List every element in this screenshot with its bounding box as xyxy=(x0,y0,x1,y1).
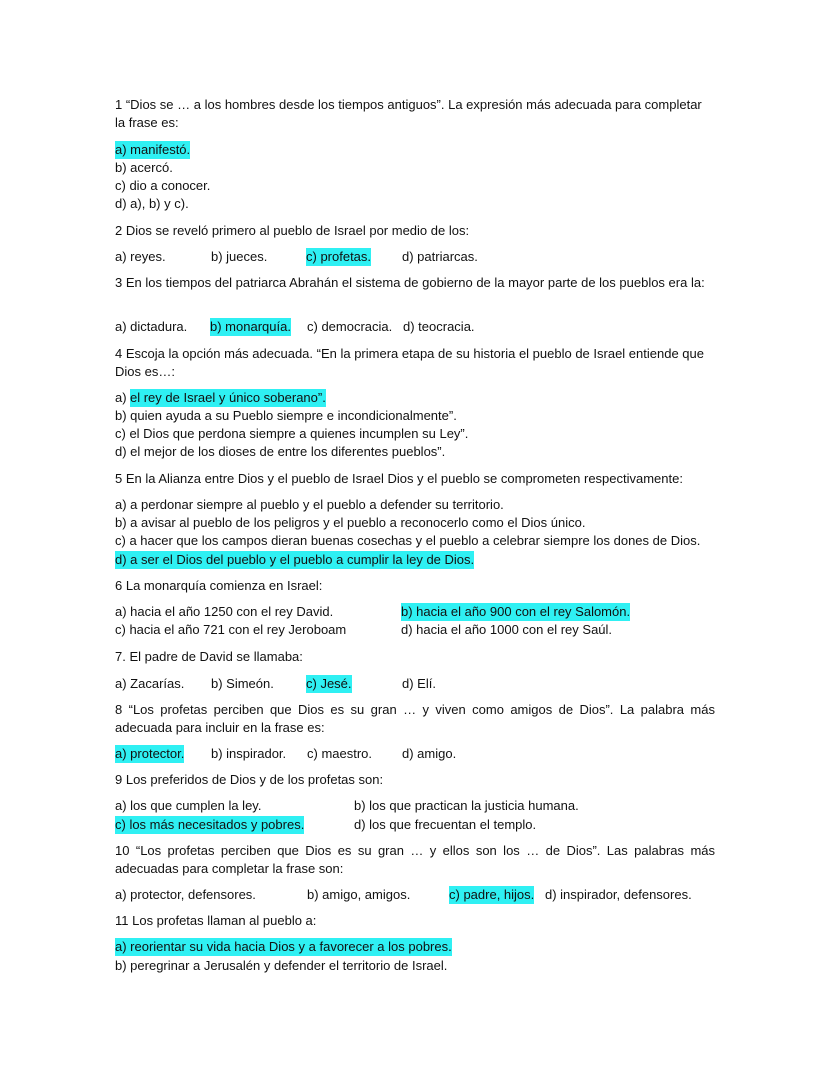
q2-option-d: d) patriarcas. xyxy=(402,249,478,264)
q7-option-a: a) Zacarías. xyxy=(115,676,185,691)
question-9-stem: 9 Los preferidos de Dios y de los profetas son: xyxy=(115,772,384,787)
q7-option-b: b) Simeón. xyxy=(211,676,274,691)
q11-option-a: a) reorientar su vida hacia Dios y a favorecer a los pobres. xyxy=(115,939,452,954)
question-9 xyxy=(115,771,715,789)
q4-option-d: d) el mejor de los dioses de entre los diferentes pueblos”. xyxy=(115,444,446,459)
question-4-stem: 4 Escoja la opción más adecuada. “En la primera etapa de su historia el pueblo de Israel entiende que Dios es…: xyxy=(115,346,704,379)
question-1-stem: 1 “Dios se … a los hombres desde los tiempos antiguos”. La expresión más adecuada para completar la frase es: xyxy=(115,97,702,130)
question-11 xyxy=(115,912,715,930)
q9-option-d: d) los que frecuentan el templo. xyxy=(354,817,537,832)
q5-option-d: d) a ser el Dios del pueblo y el pueblo a cumplir la ley de Dios. xyxy=(115,552,475,567)
q8-option-d: d) amigo. xyxy=(402,746,457,761)
q3-option-b: b) monarquía. xyxy=(210,319,291,334)
q3-option-a: a) dictadura. xyxy=(115,319,188,334)
q10-option-d: d) inspirador, defensores. xyxy=(545,887,692,902)
q8-option-b: b) inspirador. xyxy=(211,746,287,761)
q5-option-b: b) a avisar al pueblo de los peligros y el pueblo a reconocerlo como el Dios único. xyxy=(115,515,586,530)
q4-option-c: c) el Dios que perdona siempre a quienes incumplen su Ley”. xyxy=(115,426,469,441)
question-6 xyxy=(115,577,715,595)
question-8-stem: 8 “Los profetas perciben que Dios es su gran … y viven como amigos de Dios”. La palabra más adecuada para incluir en la frase es: xyxy=(115,702,715,735)
q8-option-a: a) protector. xyxy=(115,746,185,761)
q9-option-b: b) los que practican la justicia humana. xyxy=(354,798,579,813)
q3-option-c: c) democracia. xyxy=(307,319,393,334)
q10-option-c: c) padre, hijos. xyxy=(449,887,535,902)
q9-option-c: c) los más necesitados y pobres. xyxy=(115,817,305,832)
question-3 xyxy=(115,274,715,292)
q1-option-a: a) manifestó. xyxy=(115,142,191,157)
q1-option-b: b) acercó. xyxy=(115,160,173,175)
q7-option-c: c) Jesé. xyxy=(306,676,352,691)
q10-option-b: b) amigo, amigos. xyxy=(307,887,411,902)
question-8 xyxy=(115,701,715,737)
q9-option-a: a) los que cumplen la ley. xyxy=(115,798,262,813)
q5-option-c: c) a hacer que los campos dieran buenas cosechas y el pueblo a celebrar siempre los dones de Dios. xyxy=(115,533,701,548)
question-5-stem: 5 En la Alianza entre Dios y el pueblo de Israel Dios y el pueblo se comprometen respectivamente: xyxy=(115,471,683,486)
q4-option-b: b) quien ayuda a su Pueblo siempre e incondicionalmente”. xyxy=(115,408,457,423)
q8-option-c: c) maestro. xyxy=(307,746,373,761)
q2-option-b: b) jueces. xyxy=(211,249,268,264)
q4-option-a: el rey de Israel y único soberano”. xyxy=(130,390,326,405)
q7-option-d: d) Elí. xyxy=(402,676,436,691)
q6-option-a: a) hacia el año 1250 con el rey David. xyxy=(115,604,334,619)
q10-option-a: a) protector, defensores. xyxy=(115,887,256,902)
q2-option-a: a) reyes. xyxy=(115,249,166,264)
q6-option-d: d) hacia el año 1000 con el rey Saúl. xyxy=(401,622,613,637)
question-5 xyxy=(115,470,715,488)
question-7-stem: 7. El padre de David se llamaba: xyxy=(115,649,303,664)
question-6-stem: 6 La monarquía comienza en Israel: xyxy=(115,578,323,593)
q5-option-a: a) a perdonar siempre al pueblo y el pueblo a defender su territorio. xyxy=(115,497,504,512)
q3-option-d: d) teocracia. xyxy=(403,319,475,334)
question-4 xyxy=(115,345,715,381)
q2-option-c: c) profetas. xyxy=(306,249,372,264)
q1-option-c: c) dio a conocer. xyxy=(115,178,211,193)
question-3-stem: 3 En los tiempos del patriarca Abrahán el sistema de gobierno de la mayor parte de los pueblos era la: xyxy=(115,275,705,290)
question-7 xyxy=(115,648,715,666)
question-11-stem: 11 Los profetas llaman al pueblo a: xyxy=(115,913,317,928)
q6-option-c: c) hacia el año 721 con el rey Jeroboam xyxy=(115,622,347,637)
q1-option-d: d) a), b) y c). xyxy=(115,196,189,211)
q6-option-b: b) hacia el año 900 con el rey Salomón. xyxy=(401,604,631,619)
q11-option-b: b) peregrinar a Jerusalén y defender el territorio de Israel. xyxy=(115,958,448,973)
question-1 xyxy=(115,96,715,132)
question-2-stem: 2 Dios se reveló primero al pueblo de Israel por medio de los: xyxy=(115,223,470,238)
question-10 xyxy=(115,842,715,878)
q4-option-a-prefix: a) xyxy=(115,390,127,405)
question-2 xyxy=(115,222,715,240)
question-10-stem: 10 “Los profetas perciben que Dios es su gran … y ellos son los … de Dios”. Las palabras más adecuadas para completar la frase son: xyxy=(115,843,715,876)
